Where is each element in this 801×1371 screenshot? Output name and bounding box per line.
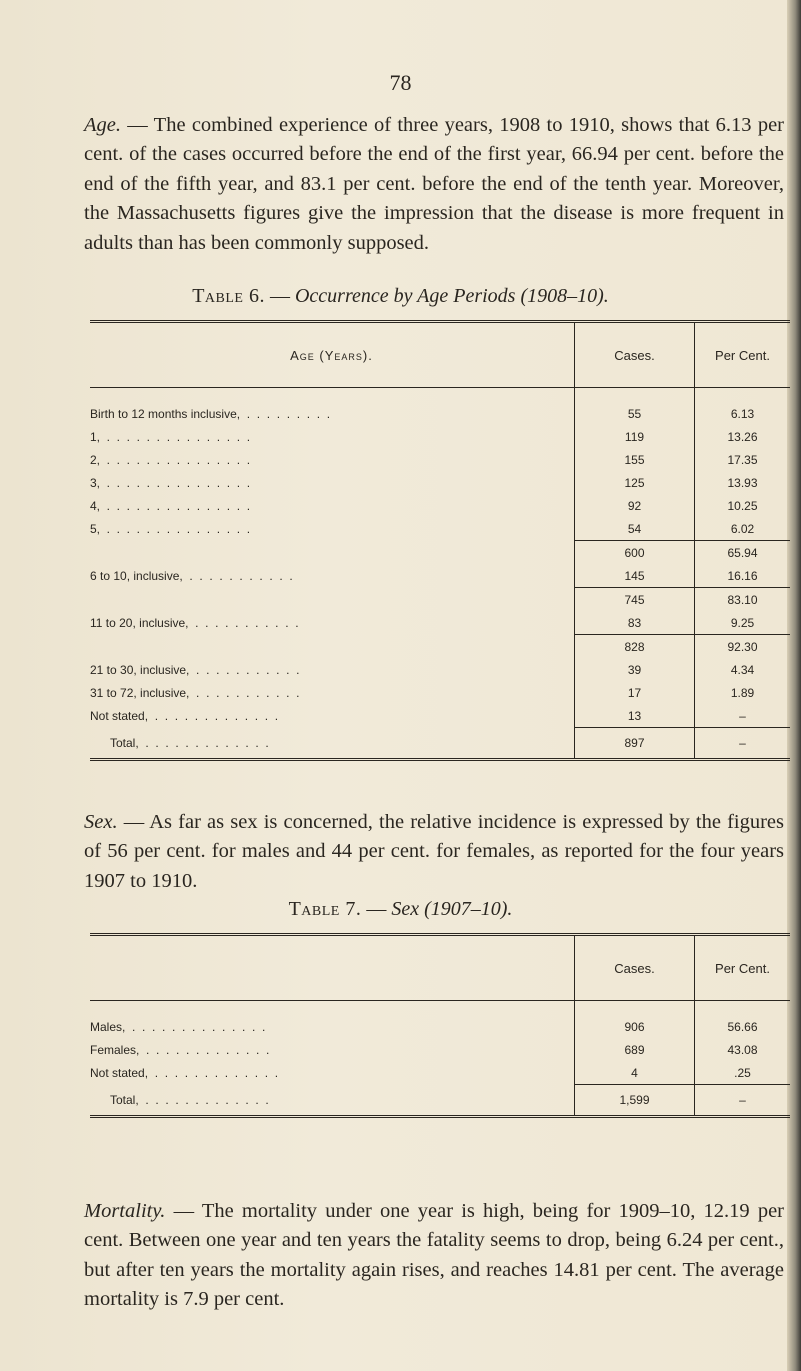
row-percent: 92.30 (695, 635, 791, 659)
table7-caption (0, 898, 801, 921)
table-row-total (90, 1085, 790, 1117)
row-label: Males, . . . . . . . . . . . . . . (90, 1019, 266, 1034)
row-cases: 689 (575, 1038, 695, 1061)
paragraph-age (84, 111, 784, 259)
row-percent: 17.35 (695, 448, 791, 471)
row-label: 31 to 72, inclusive, . . . . . . . . . . . (90, 685, 300, 700)
table-row (90, 681, 790, 704)
row-percent: 13.26 (695, 425, 791, 448)
row-cases: 83 (575, 611, 695, 635)
row-label (90, 541, 575, 565)
table-row-total (90, 728, 790, 760)
row-cases: 17 (575, 681, 695, 704)
row-percent: – (695, 1085, 791, 1117)
row-percent: 65.94 (695, 541, 791, 565)
table-row (90, 494, 790, 517)
row-percent: 9.25 (695, 611, 791, 635)
table6-header-age: Age (Years). (90, 322, 575, 388)
table-row-subtotal (90, 635, 790, 659)
row-cases: 600 (575, 541, 695, 565)
table6-header-row (90, 322, 790, 388)
row-label: 11 to 20, inclusive, . . . . . . . . . . . (90, 615, 299, 630)
table7-header-percent: Per Cent. (695, 935, 791, 1001)
row-label: 21 to 30, inclusive, . . . . . . . . . . . (90, 662, 300, 677)
table-row (90, 611, 790, 635)
paragraph-mortality (84, 1197, 784, 1315)
paragraph-age-lead: Age. (84, 113, 121, 136)
row-label: Birth to 12 months inclusive, . . . . . . . . . (90, 406, 331, 421)
row-cases: 55 (575, 388, 695, 426)
table-row (90, 425, 790, 448)
row-label: 1, . . . . . . . . . . . . . . . (90, 429, 251, 444)
table-row (90, 658, 790, 681)
table-row (90, 1061, 790, 1085)
table-row-subtotal (90, 588, 790, 612)
row-percent: 1.89 (695, 681, 791, 704)
table-sex (90, 933, 790, 1118)
table-row (90, 517, 790, 541)
row-percent: 56.66 (695, 1001, 791, 1039)
row-cases: 54 (575, 517, 695, 541)
row-cases: 145 (575, 564, 695, 588)
table-row (90, 1038, 790, 1061)
paragraph-mortality-lead: Mortality. (84, 1199, 166, 1222)
row-cases: 155 (575, 448, 695, 471)
row-cases: 119 (575, 425, 695, 448)
row-cases: 13 (575, 704, 695, 728)
table6-header-percent: Per Cent. (695, 322, 791, 388)
row-cases: 92 (575, 494, 695, 517)
row-cases: 1,599 (575, 1085, 695, 1117)
row-cases: 4 (575, 1061, 695, 1085)
row-cases: 39 (575, 658, 695, 681)
table7-caption-dash: — (361, 898, 392, 920)
row-percent: 4.34 (695, 658, 791, 681)
row-label: 3, . . . . . . . . . . . . . . . (90, 475, 251, 490)
paragraph-mortality-text: — The mortality under one year is high, being for 1909–10, 12.19 per cent. Between one year and ten years the fatality seems to drop, being 6.24 per cent., but after ten years the mortality again rises, and reaches 14.81 per cent. The average mortality is 7.9 per cent. (84, 1199, 784, 1310)
table6-caption-title: Occurrence by Age Periods (1908–10). (294, 285, 609, 307)
row-label: 2, . . . . . . . . . . . . . . . (90, 452, 251, 467)
table7-caption-label: Table 7. (288, 898, 362, 920)
row-percent: 16.16 (695, 564, 791, 588)
page-number: 78 (389, 70, 412, 95)
row-percent: – (695, 728, 791, 760)
row-label: Total, . . . . . . . . . . . . . (110, 1092, 269, 1107)
paragraph-age-text: — The combined experience of three years, 1908 to 1910, shows that 6.13 per cent. of the cases occurred before the end of the first year, 66.94 per cent. before the end of the fifth year, and 83.1 per cent. before the end of the tenth year. Moreover, the Massachusetts figures give the impression that the disease is more frequent in adults than has been commonly supposed. (84, 113, 784, 254)
row-label (90, 635, 575, 659)
table-row (90, 564, 790, 588)
table-row (90, 1001, 790, 1039)
table6-caption (0, 285, 801, 308)
table6-caption-label: Table 6. (192, 285, 265, 307)
row-cases: 897 (575, 728, 695, 760)
row-percent: 6.02 (695, 517, 791, 541)
row-label: 5, . . . . . . . . . . . . . . . (90, 521, 251, 536)
row-percent: 10.25 (695, 494, 791, 517)
table6-header-cases: Cases. (575, 322, 695, 388)
table-row (90, 704, 790, 728)
row-percent: 6.13 (695, 388, 791, 426)
table-age-periods (90, 320, 790, 761)
row-label: Females, . . . . . . . . . . . . . (90, 1042, 270, 1057)
table-row (90, 388, 790, 426)
paragraph-sex (84, 808, 784, 897)
row-percent: 43.08 (695, 1038, 791, 1061)
table-row (90, 471, 790, 494)
row-percent: – (695, 704, 791, 728)
table7-header-row (90, 935, 790, 1001)
row-percent: 13.93 (695, 471, 791, 494)
row-cases: 828 (575, 635, 695, 659)
row-label: Total, . . . . . . . . . . . . . (110, 735, 269, 750)
row-label (90, 588, 575, 612)
table6-caption-dash: — (264, 285, 295, 307)
row-cases: 125 (575, 471, 695, 494)
paragraph-sex-text: — As far as sex is concerned, the relative incidence is expressed by the figures of 56 per cent. for males and 44 per cent. for females, as reported for the four years 1907 to 1910. (84, 810, 784, 892)
row-cases: 906 (575, 1001, 695, 1039)
row-label: 4, . . . . . . . . . . . . . . . (90, 498, 251, 513)
table-row (90, 448, 790, 471)
paragraph-sex-lead: Sex. (84, 810, 118, 833)
row-label: Not stated, . . . . . . . . . . . . . (90, 708, 279, 723)
table7-caption-title: Sex (1907–10). (391, 898, 513, 920)
table-row-subtotal (90, 541, 790, 565)
row-cases: 745 (575, 588, 695, 612)
row-percent: 83.10 (695, 588, 791, 612)
table7-header-cases: Cases. (575, 935, 695, 1001)
row-percent: .25 (695, 1061, 791, 1085)
row-label: Not stated, . . . . . . . . . . . . . (90, 1065, 279, 1080)
table7-header-label (90, 935, 575, 1001)
row-label: 6 to 10, inclusive, . . . . . . . . . . . (90, 568, 293, 583)
